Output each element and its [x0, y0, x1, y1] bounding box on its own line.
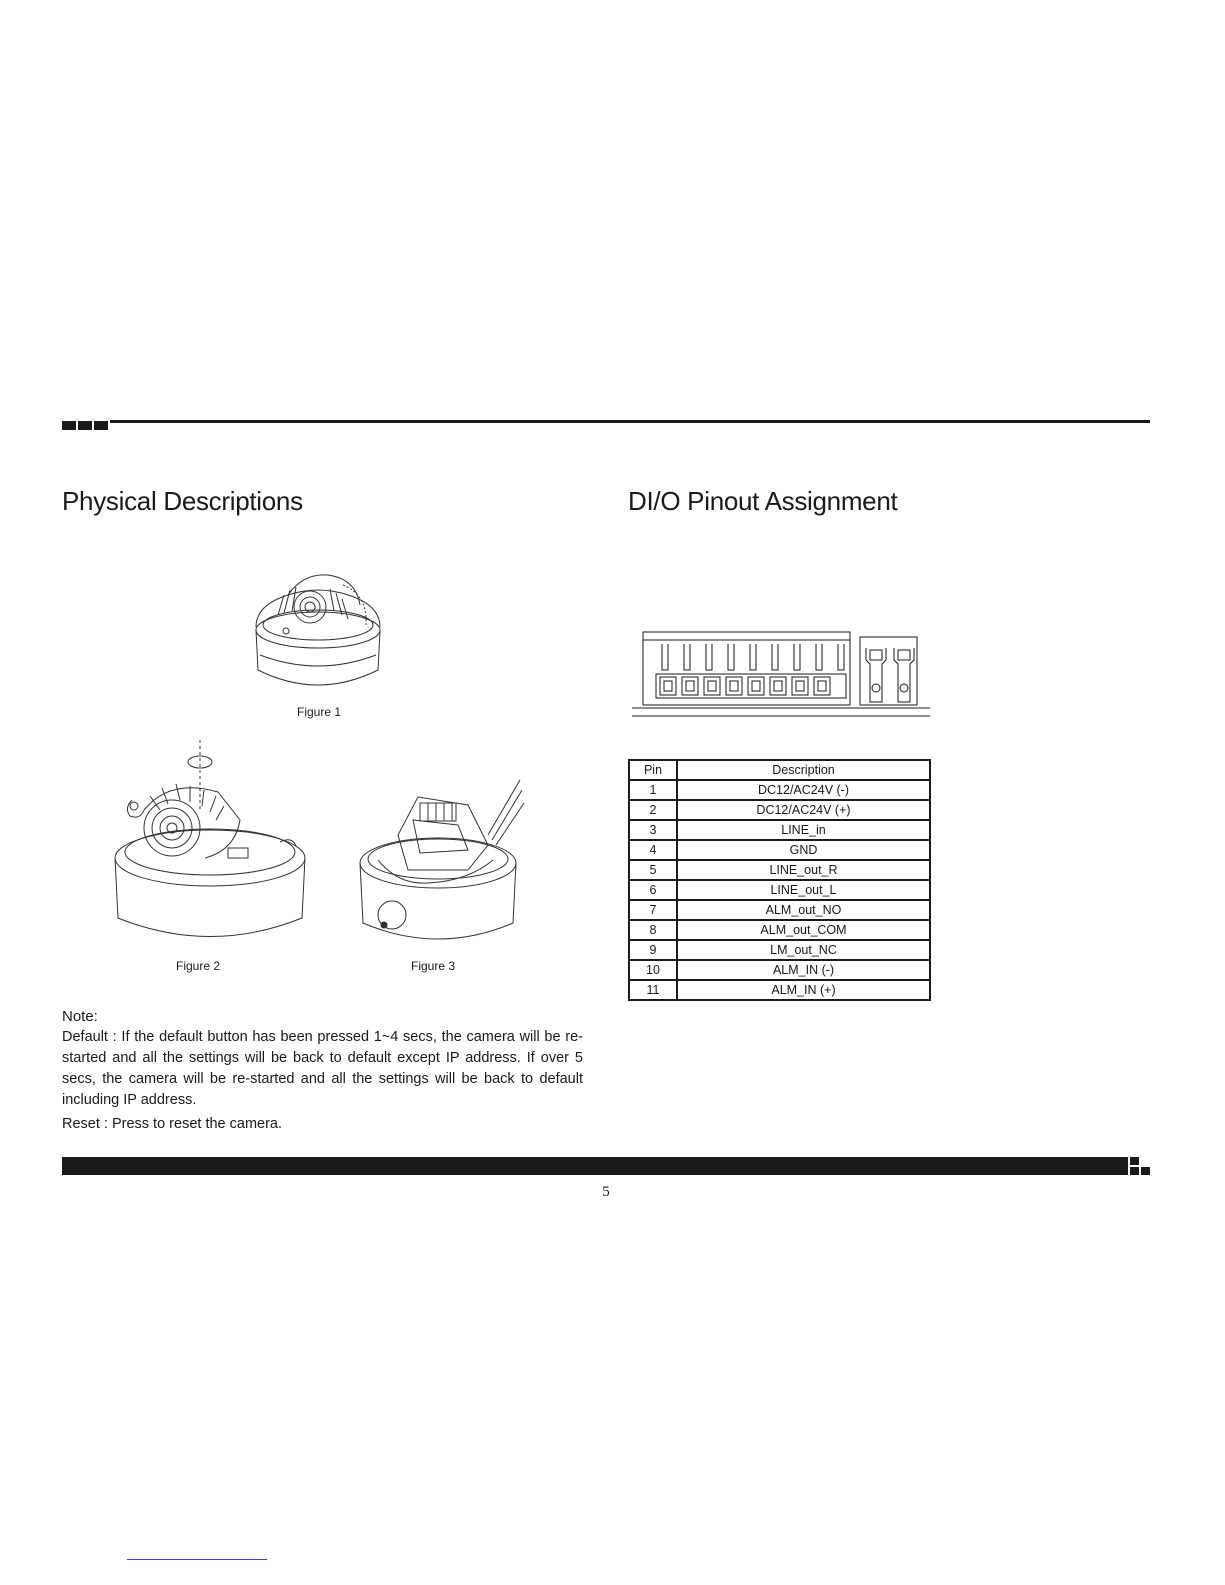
- pin-number: 8: [629, 920, 677, 940]
- pin-number: 9: [629, 940, 677, 960]
- pin-description: GND: [677, 840, 930, 860]
- figure-1-caption: Figure 1: [297, 705, 342, 719]
- camera-internal-figure-3: [358, 775, 528, 950]
- pin-description: DC12/AC24V (-): [677, 780, 930, 800]
- table-row: [629, 880, 930, 900]
- pin-number: 3: [629, 820, 677, 840]
- table-row: [629, 980, 930, 1000]
- note-default-text: Default : If the default button has been pressed 1~4 secs, the camera will be re-started and all the settings will be back to default except IP address. If over 5 secs, the camera will be re-started and all the settings will be back to default including IP address.: [62, 1029, 583, 1108]
- note-reset-text: Reset : Press to reset the camera.: [62, 1116, 283, 1132]
- figure-3-caption: Figure 3: [411, 959, 456, 973]
- pin-number: 11: [629, 980, 677, 1000]
- dio-pinout-title: DI/O Pinout Assignment: [628, 486, 898, 516]
- pin-number: 5: [629, 860, 677, 880]
- pin-description: LINE_out_R: [677, 860, 930, 880]
- table-row: [629, 840, 930, 860]
- pin-description: DC12/AC24V (+): [677, 800, 930, 820]
- pin-number: 4: [629, 840, 677, 860]
- table-row: [629, 820, 930, 840]
- pin-description: ALM_out_NO: [677, 900, 930, 920]
- figure-2-caption: Figure 2: [176, 959, 221, 973]
- pinout-table: [628, 759, 931, 1001]
- footer-bar: [62, 1157, 1128, 1175]
- header-decor-blocks: [62, 421, 108, 430]
- pin-description: ALM_IN (+): [677, 980, 930, 1000]
- footer-decor-blocks: [1130, 1157, 1150, 1175]
- table-row: [629, 800, 930, 820]
- page-number: 5: [602, 1184, 610, 1200]
- camera-open-figure-2: [110, 740, 310, 950]
- pin-number: 2: [629, 800, 677, 820]
- pin-description: LINE_out_L: [677, 880, 930, 900]
- pin-header: Pin: [629, 760, 677, 780]
- pin-number: 6: [629, 880, 677, 900]
- table-header-row: [629, 760, 930, 780]
- pin-description: LINE_in: [677, 820, 930, 840]
- link-underline: [127, 1559, 267, 1560]
- note-title: Note:: [62, 1008, 98, 1025]
- table-row: [629, 780, 930, 800]
- description-header: Description: [677, 760, 930, 780]
- table-row: [629, 900, 930, 920]
- terminal-block-diagram: [630, 630, 930, 720]
- header-rule: [110, 420, 1150, 423]
- pin-number: 1: [629, 780, 677, 800]
- pin-number: 10: [629, 960, 677, 980]
- table-row: [629, 960, 930, 980]
- pin-description: ALM_out_COM: [677, 920, 930, 940]
- table-row: [629, 860, 930, 880]
- table-row: [629, 920, 930, 940]
- pin-description: ALM_IN (-): [677, 960, 930, 980]
- table-row: [629, 940, 930, 960]
- pin-number: 7: [629, 900, 677, 920]
- pin-description: LM_out_NC: [677, 940, 930, 960]
- physical-descriptions-title: Physical Descriptions: [62, 486, 303, 516]
- dome-camera-figure-1: [248, 565, 388, 700]
